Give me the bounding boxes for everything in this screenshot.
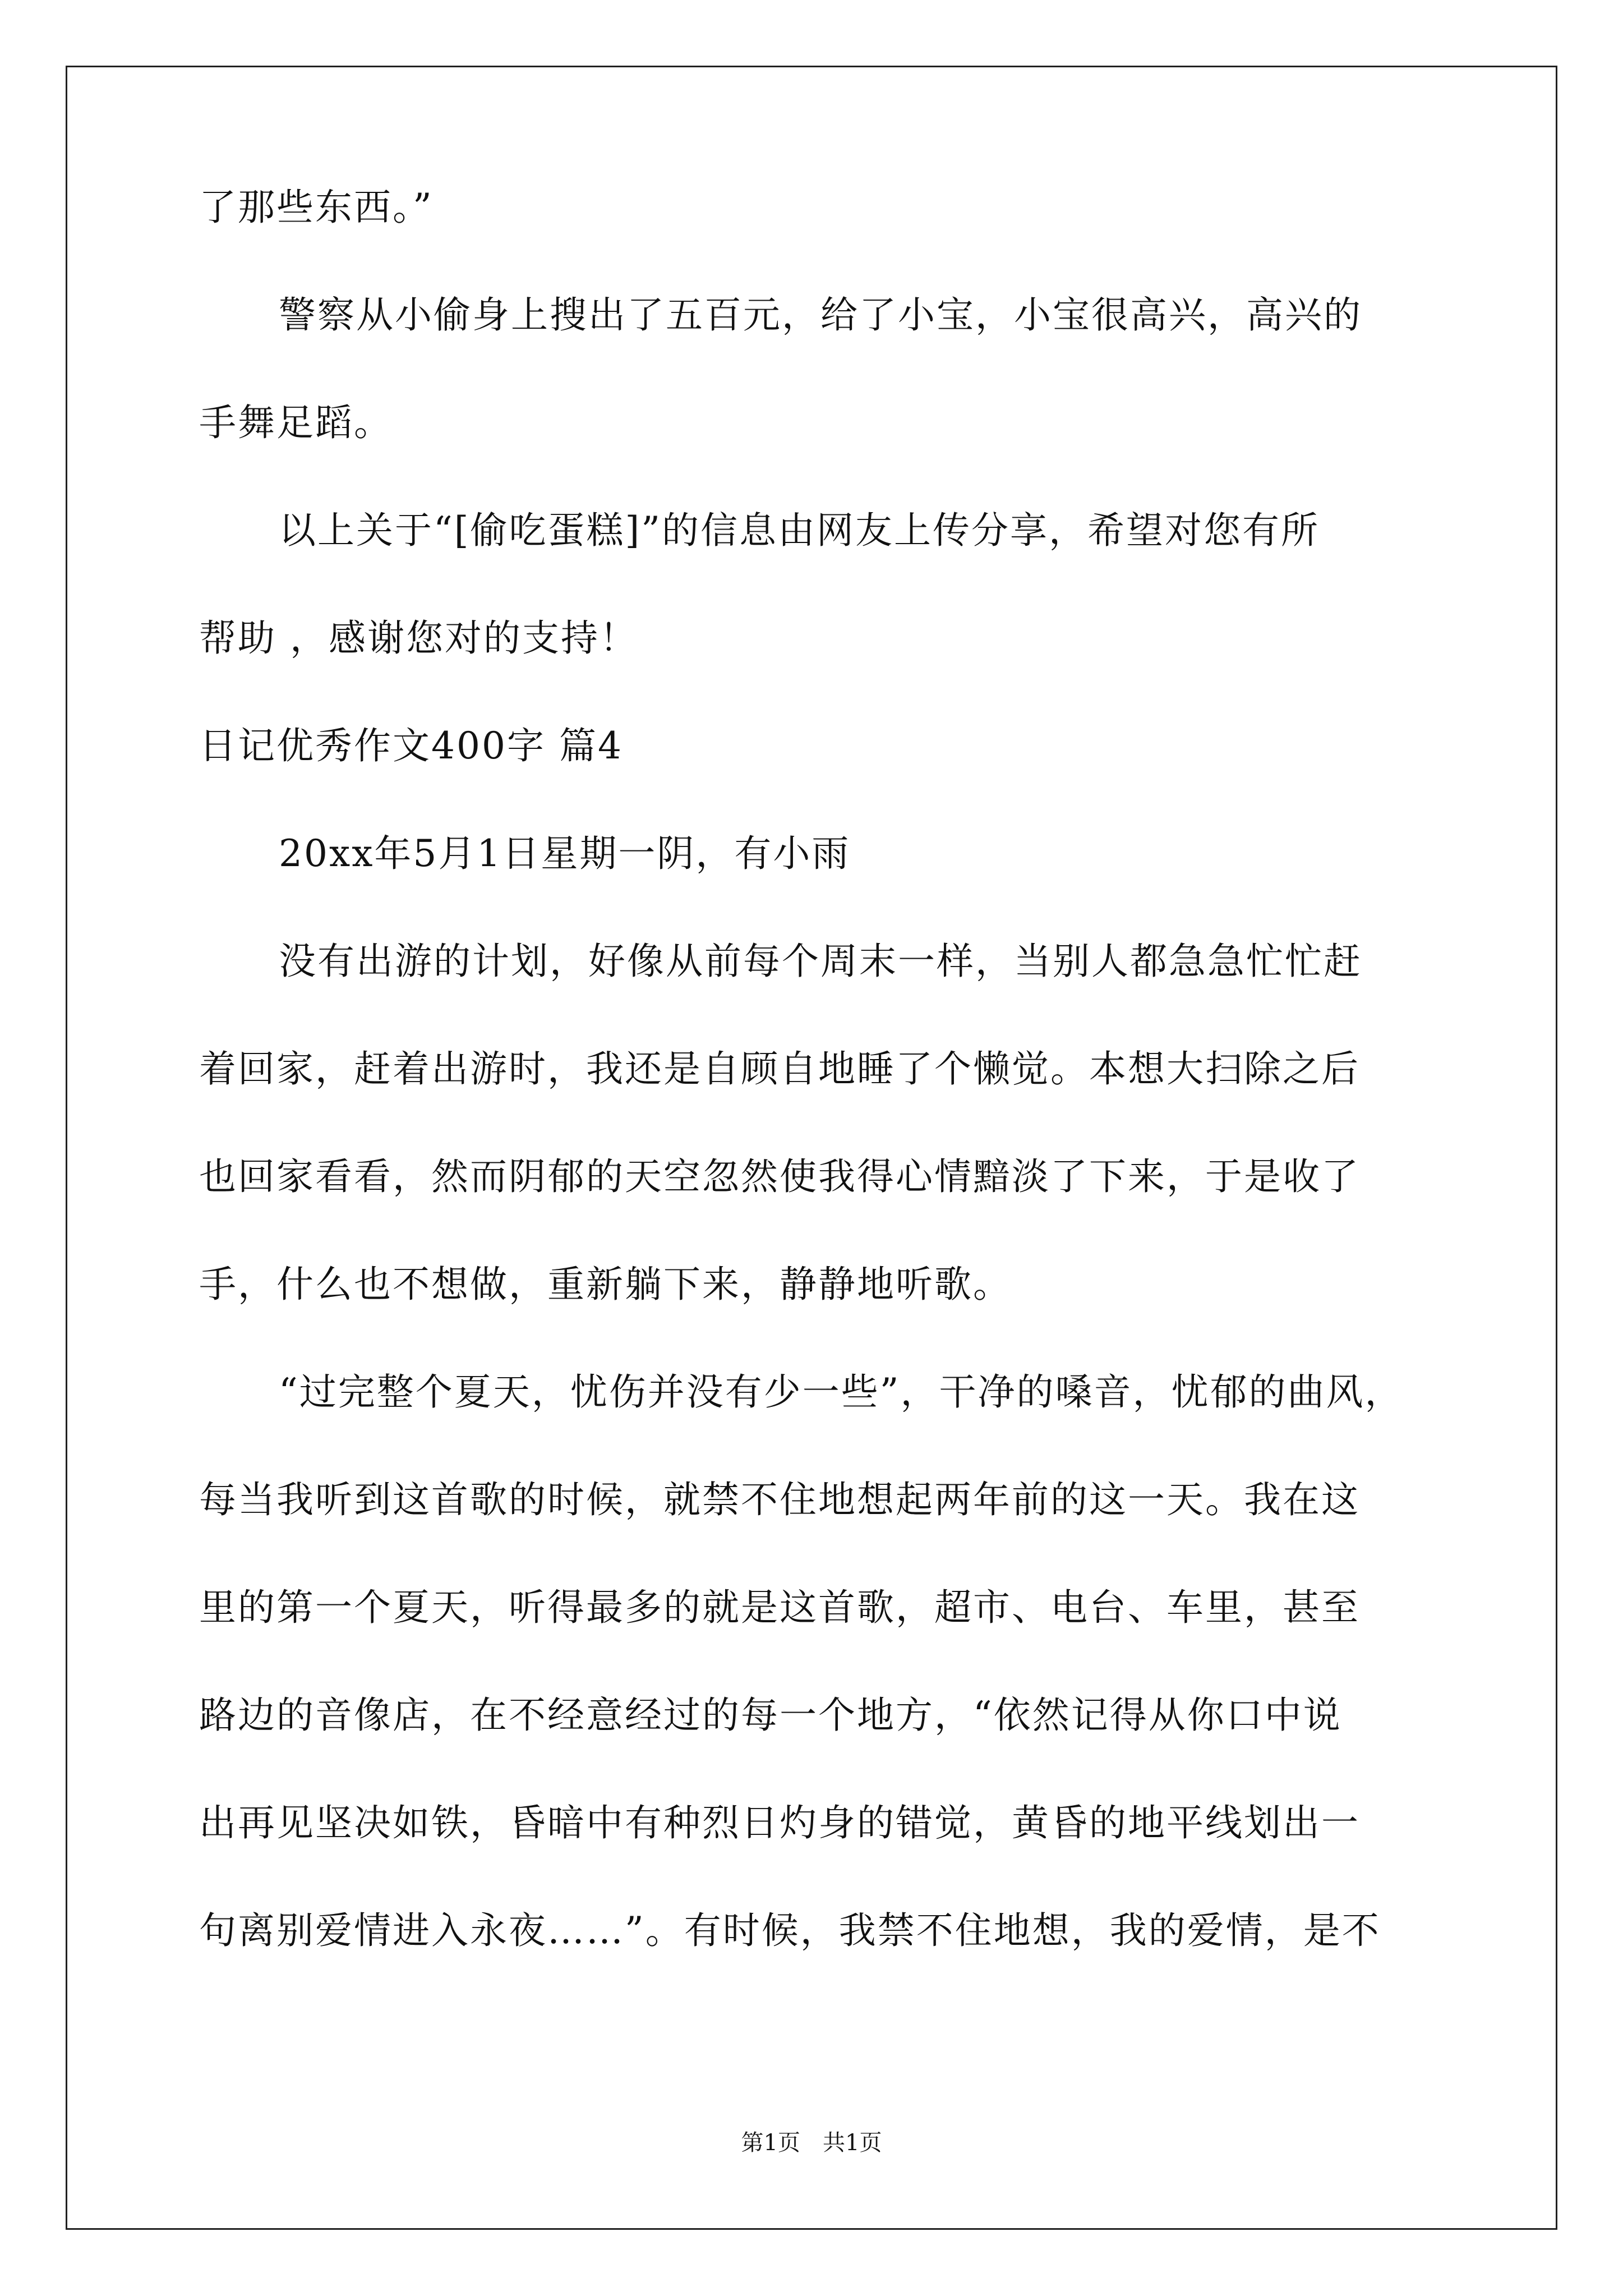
page-number-footer: 第1页 共1页: [741, 2130, 882, 2156]
paragraph-line: 没有出游的计划，好像从前每个周末一样，当别人都急急忙忙赶: [279, 940, 1362, 983]
paragraph-line: 每当我听到这首歌的时候，就禁不住地想起两年前的这一天。我在这: [199, 1478, 1360, 1521]
paragraph-line: 手舞足蹈。: [199, 401, 393, 444]
section-heading: 日记优秀作文400字 篇4: [199, 724, 623, 767]
paragraph-line: 了那些东西。”: [199, 186, 434, 229]
paragraph-line: 帮助 ，感谢您对的支持！: [199, 616, 638, 660]
paragraph-line: 以上关于“[偷吃蛋糕]”的信息由网友上传分享，希望对您有所: [279, 509, 1320, 552]
paragraph-line: 手，什么也不想做，重新躺下来，静静地听歌。: [199, 1263, 1012, 1306]
diary-date-line: 20xx年5月1日星期一阴，有小雨: [279, 832, 851, 875]
paragraph-line: 里的第一个夏天，听得最多的就是这首歌，超市、电台、车里，甚至: [199, 1586, 1360, 1629]
paragraph-line: 出再见坚决如铁，昏暗中有种烈日灼身的错觉，黄昏的地平线划出一: [199, 1801, 1360, 1844]
paragraph-line: 警察从小偷身上搜出了五百元，给了小宝，小宝很高兴，高兴的: [279, 293, 1362, 337]
paragraph-line: 也回家看看，然而阴郁的天空忽然使我得心情黯淡了下来，于是收了: [199, 1155, 1360, 1198]
paragraph-line: 着回家，赶着出游时，我还是自顾自地睡了个懒觉。本想大扫除之后: [199, 1047, 1360, 1091]
page-border: [66, 66, 1557, 2230]
paragraph-line: 句离别爱情进入永夜……”。有时候，我禁不住地想，我的爱情，是不: [199, 1909, 1381, 1952]
paragraph-line: 路边的音像店，在不经意经过的每一个地方，“依然记得从你口中说: [199, 1694, 1342, 1737]
paragraph-line: “过完整个夏天，忧伤并没有少一些”，干净的嗓音，忧郁的曲风，: [279, 1370, 1404, 1414]
